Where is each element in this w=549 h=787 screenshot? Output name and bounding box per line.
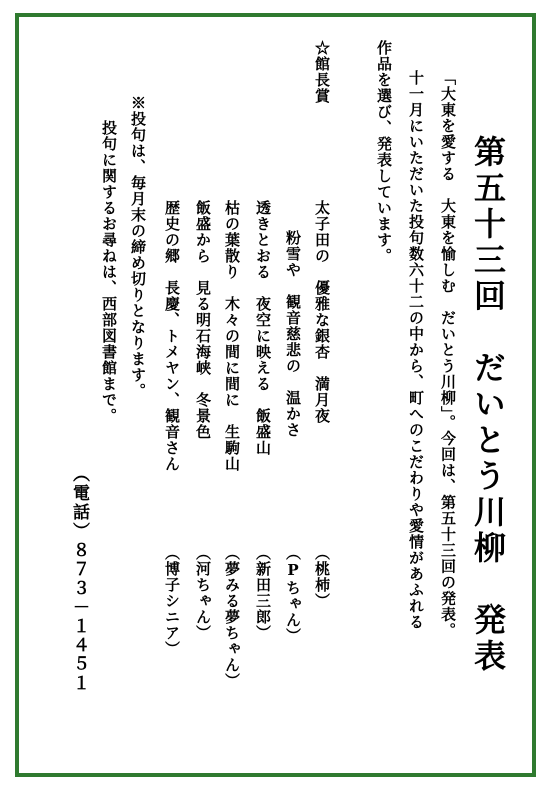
poem-text: 透きとおる 夜空に映える 飯盛山 [254,200,272,456]
poem-text: 粉雪や 観音慈悲の 温かさ [284,230,302,438]
poem-author: （新田三郎） [254,545,272,641]
poem-text: 飯盛から 見る明石海峡 冬景色 [194,200,212,440]
poem-author: （博子シニア） [163,545,181,657]
poem-author: （河ちゃん） [194,545,212,641]
notice-frame [15,13,536,777]
phone-number: （電話）８７３－１４５１ [69,465,89,693]
intro-line-3: 作品を選び、発表しています。 [375,40,393,264]
poem-text: 太子田の 優雅な銀杏 満月夜 [313,200,331,424]
page-title: 第五十三回 だいとう川柳 発表 [469,135,507,675]
submission-note: ※投句は、毎月末の締め切りとなります。 [129,95,147,399]
inquiry-note: 投句に関するお尋ねは、西部図書館まで。 [100,120,118,424]
poem-author: （Pちゃん） [284,545,302,644]
intro-line-2: 十一月にいただいた投句数六十二の中から、町へのこだわりや愛情があふれる [407,70,425,630]
poem-text: 歴史の郷 長慶、トメヤン、観音さん [163,200,181,472]
poem-author: （桃杮） [313,545,331,609]
intro-line-1: 「大東を愛する 大東を愉しむ だいとう川柳」。今回は、第五十三回の発表。 [439,70,457,639]
poem-author: （夢みる夢ちゃん） [223,545,241,689]
award-heading: ☆館長賞 [313,40,331,104]
poem-text: 枯の葉散り 木々の間に間に 生駒山 [223,200,241,472]
